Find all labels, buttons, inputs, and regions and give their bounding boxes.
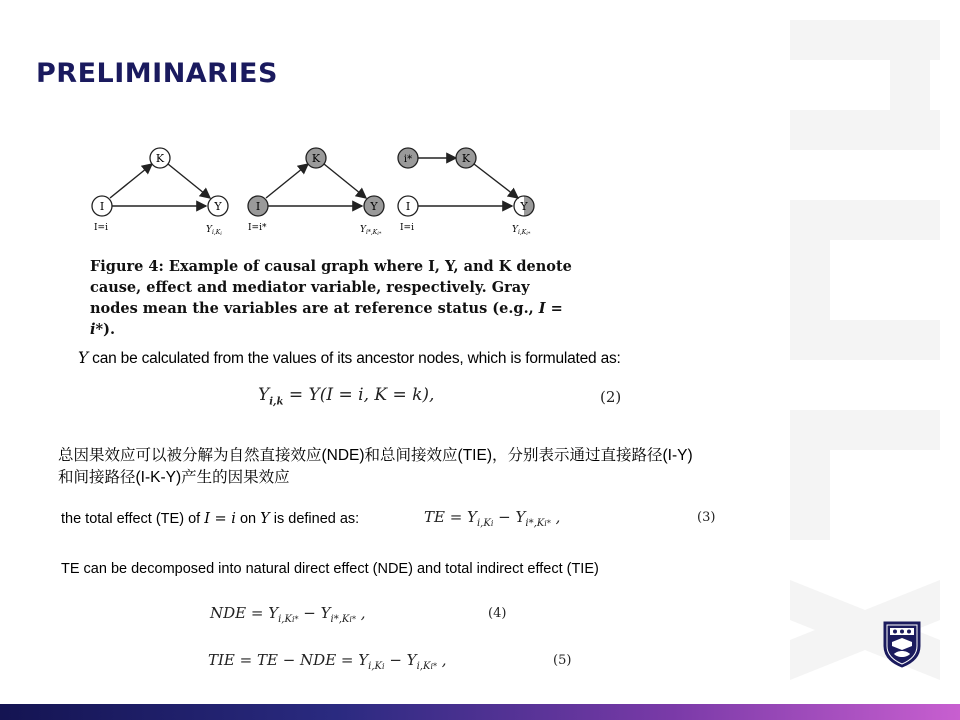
figure-caption	[90, 256, 580, 340]
chinese-explanation: 总因果效应可以被分解为自然直接效应(NDE)和总间接效应(TIE)，分别表示通过直接路径(I-Y)和间接路径(I-K-Y)产生的因果效应	[58, 447, 693, 486]
graph-panel-1	[92, 148, 228, 237]
node-k-label: K	[155, 152, 165, 165]
node-y-label: Y	[520, 200, 528, 213]
y-outcome-label: $Y_{i*,K}i*$	[360, 225, 382, 237]
caption-end: ).	[103, 321, 116, 338]
watermark-logo	[760, 0, 960, 700]
footer-gradient-bar	[0, 704, 960, 720]
equation-4-number: (4)	[488, 606, 507, 621]
y-outcome-label: $Y_{i,K}i*$	[512, 225, 531, 237]
caption-text: Figure 4: Example of causal graph where I, Y, and K denote cause, effect and mediator variable, respectively. Gray nodes mean the variables are at reference status (e.g.,	[90, 258, 572, 317]
equation-4: NDE = $Y_{i,Ki*} - Y_{i*,Ki*}$ ,	[210, 604, 366, 625]
caption-example: I = i*	[90, 300, 563, 338]
ancestor-paragraph	[78, 348, 738, 369]
equation-2-number: (2)	[600, 388, 622, 406]
node-i-label: I	[255, 200, 261, 213]
ancestor-text: can be calculated from the values of its ancestor nodes, which is formulated as:	[92, 350, 621, 367]
graph-panel-2	[248, 148, 384, 237]
node-i-label: I	[99, 200, 105, 213]
i-assignment-label: I=i*	[248, 223, 267, 233]
i-assignment-label: I=i	[94, 223, 108, 233]
equation-3-number: (3)	[697, 510, 716, 525]
decomposition-text: TE can be decomposed into natural direct effect (NDE) and total indirect effect (TIE)	[61, 561, 599, 577]
equation-2: $Y_{i,k} = Y(I = i$, K = k),	[258, 385, 435, 408]
university-crest-icon	[882, 620, 922, 668]
te-definition: the total effect (TE) of I = i on Y is defined as:	[61, 511, 360, 527]
i-assignment-label: I=i	[400, 223, 414, 233]
variable-y: Y	[78, 349, 89, 367]
node-istar-label: i*	[403, 154, 413, 165]
equation-5-number: (5)	[553, 653, 572, 668]
graph-panel-3	[398, 148, 534, 237]
causal-graph-figure	[82, 140, 582, 250]
node-i-label: I	[405, 200, 411, 213]
node-y-label: Y	[370, 200, 378, 213]
node-k-label: K	[461, 152, 471, 165]
equation-5: TIE = TE − NDE = $Y_{i,Ki} - Y_{i,Ki*}$ ,	[208, 651, 447, 672]
page-title: PRELIMINARIES	[36, 58, 278, 89]
y-outcome-label: $Y_{i,K}i$	[206, 225, 222, 237]
node-y-label: Y	[214, 200, 222, 213]
equation-3: TE = $Y_{i,Ki} - Y_{i*,Ki*}$ ,	[424, 508, 561, 529]
node-k-label: K	[311, 152, 321, 165]
